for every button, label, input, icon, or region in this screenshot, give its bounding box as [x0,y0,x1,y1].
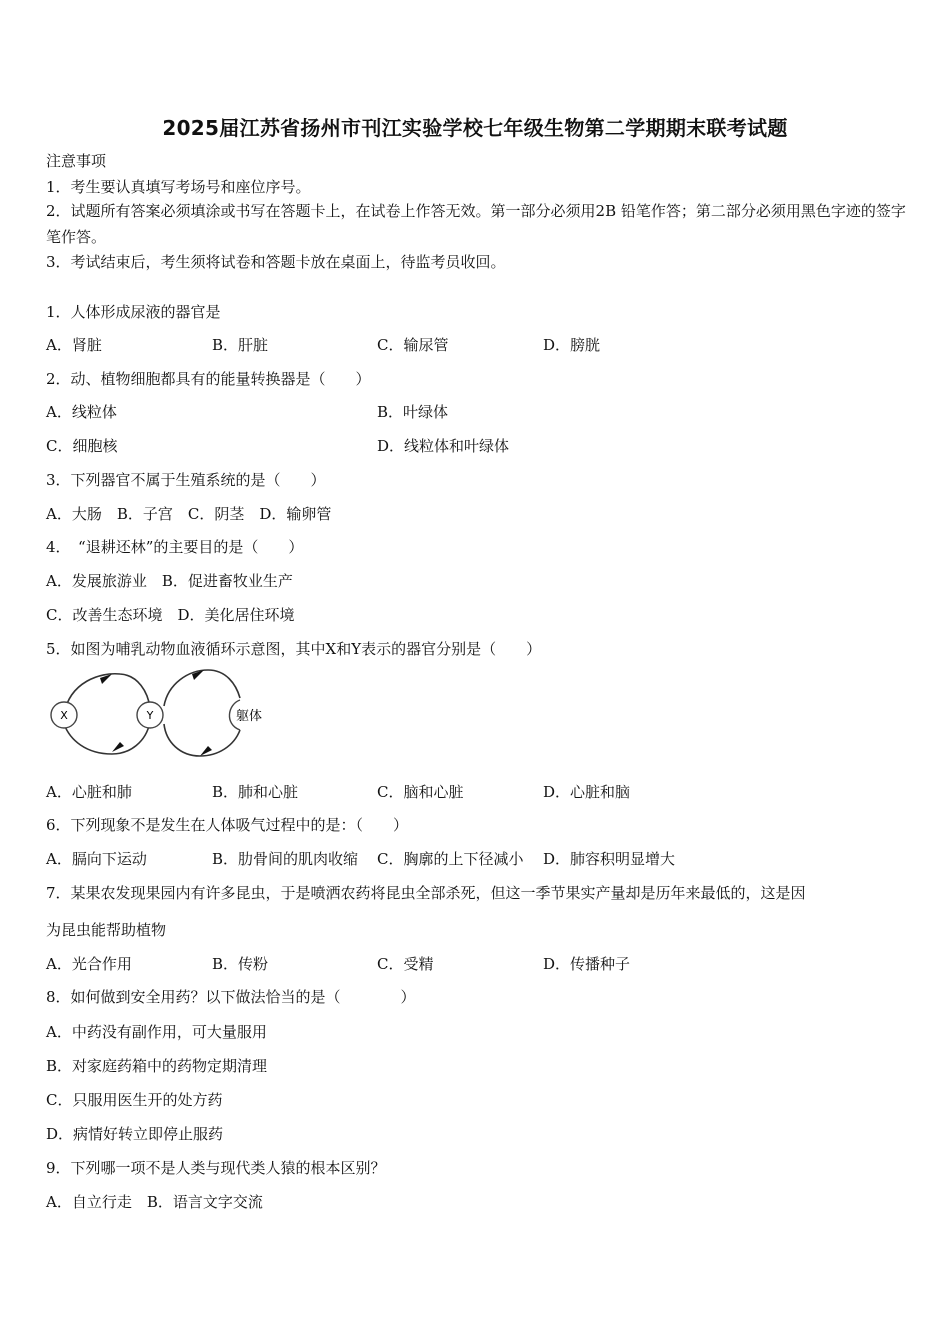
question-2-option-b[interactable]: B．叶绿体 [377,403,449,421]
notice-heading: 注意事项 [46,152,107,170]
page-title: 2025届江苏省扬州市刊江实验学校七年级生物第二学期期末联考试题 [162,116,788,140]
body-label: 躯体 [236,709,263,724]
organ-y-label: Y [146,709,154,722]
question-3-stem: 3．下列器官不属于生殖系统的是（ ） [46,471,326,489]
question-5-option-d[interactable]: D．心脏和脑 [543,783,631,801]
left-loop-top-arc [64,674,150,714]
notice-item-1: 1．考生要认真填写考场号和座位序号。 [46,178,311,196]
question-7-option-c[interactable]: C．受精 [377,955,434,973]
question-4-stem: 4． “退耕还林”的主要目的是（ ） [46,538,304,556]
question-1-option-c[interactable]: C．输尿管 [377,336,449,354]
question-7-option-d[interactable]: D．传播种子 [543,955,631,973]
question-1-option-a[interactable]: A．肾脏 [46,336,102,354]
question-6-option-c[interactable]: C．胸廓的上下径减小 [377,850,524,868]
question-8-option-c[interactable]: C．只服用医生开的处方药 [46,1091,223,1109]
right-loop-top-arc [164,670,240,706]
question-1-stem: 1．人体形成尿液的器官是 [46,303,221,321]
question-2-option-a[interactable]: A．线粒体 [46,403,117,421]
notice-item-2: 2．试题所有答案必须填涂或书写在答题卡上，在试卷上作答无效。第一部分必须用2B 铅笔作答；第二部分必须用黑色字迹的签字笔作答。 [46,202,906,246]
left-loop-bottom-arrow [112,742,124,752]
question-5-option-a[interactable]: A．心脏和肺 [46,783,132,801]
question-7-stem-line-1: 7．某果农发现果园内有许多昆虫，于是喷洒农药将昆虫全部杀死，但这一季节果实产量却是历年来最低的，这是因 [46,884,806,902]
question-9-options[interactable]: A．自立行走 B．语言文字交流 [46,1193,263,1211]
notice-item-3: 3．考试结束后，考生须将试卷和答题卡放在桌面上，待监考员收回。 [46,253,506,271]
circulation-diagram [40,664,280,764]
question-5-option-b[interactable]: B．肺和心脏 [212,783,299,801]
question-4-options-row-2[interactable]: C．改善生态环境 D．美化居住环境 [46,606,295,624]
question-3-options[interactable]: A．大肠 B．子宫 C．阴茎 D．输卵管 [46,505,332,523]
question-8-option-b[interactable]: B．对家庭药箱中的药物定期清理 [46,1057,268,1075]
question-2-option-c[interactable]: C．细胞核 [46,437,118,455]
question-6-stem: 6．下列现象不是发生在人体吸气过程中的是：（ ） [46,816,409,834]
right-loop-bottom-arc [164,724,240,756]
left-loop-bottom-arc [64,722,150,754]
question-8-option-d[interactable]: D．病情好转立即停止服药 [46,1125,224,1143]
question-6-option-d[interactable]: D．肺容积明显增大 [543,850,676,868]
question-7-option-b[interactable]: B．传粉 [212,955,269,973]
question-1-option-b[interactable]: B．肝脏 [212,336,269,354]
question-8-stem: 8．如何做到安全用药？以下做法恰当的是（ ） [46,988,416,1006]
question-6-option-b[interactable]: B．肋骨间的肌肉收缩 [212,850,359,868]
question-7-option-a[interactable]: A．光合作用 [46,955,132,973]
question-4-options-row-1[interactable]: A．发展旅游业 B．促进畜牧业生产 [46,572,293,590]
question-5-stem: 5．如图为哺乳动物血液循环示意图，其中X和Y表示的器官分别是（ ） [46,640,542,658]
question-1-option-d[interactable]: D．膀胱 [543,336,601,354]
question-2-stem: 2．动、植物细胞都具有的能量转换器是（ ） [46,370,371,388]
question-5-option-c[interactable]: C．脑和心脏 [377,783,464,801]
question-7-stem-line-2: 为昆虫能帮助植物 [46,921,167,939]
question-9-stem: 9．下列哪一项不是人类与现代类人猿的根本区别？ [46,1159,386,1177]
question-6-option-a[interactable]: A．膈向下运动 [46,850,147,868]
question-8-option-a[interactable]: A．中药没有副作用，可大量服用 [46,1023,267,1041]
question-2-option-d[interactable]: D．线粒体和叶绿体 [377,437,510,455]
organ-x-label: X [60,709,68,722]
